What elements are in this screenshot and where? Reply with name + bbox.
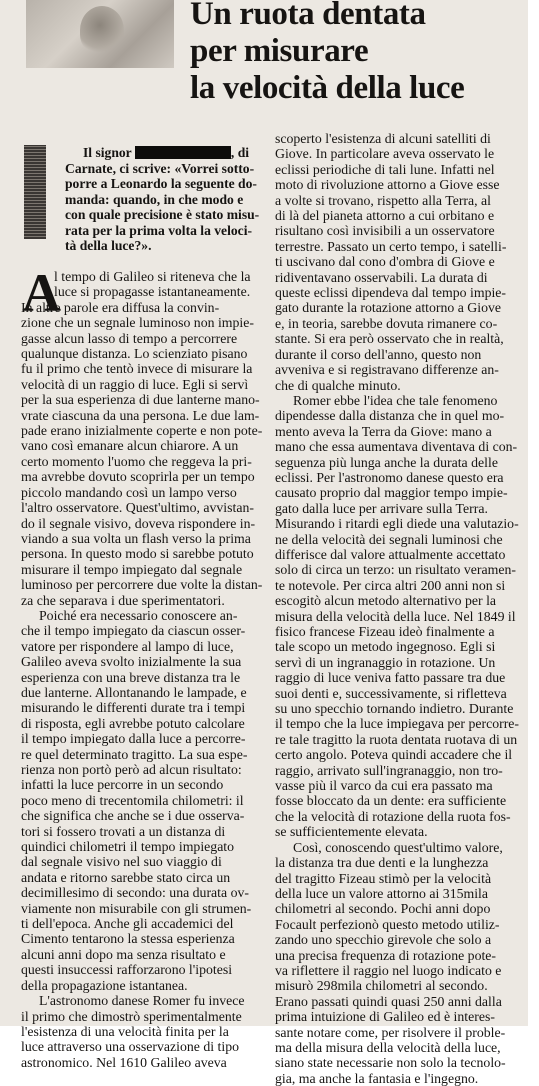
headline-line: per misurare bbox=[190, 33, 369, 69]
text-line: l'altro osservatore. Quest'ultimo, avvistan- bbox=[21, 500, 254, 516]
text-line: escogitò alcun metodo alternativo per la bbox=[275, 593, 497, 609]
drop-cap: A bbox=[22, 263, 61, 323]
text-line: velocità di un raggio di luce. Egli si servì bbox=[21, 376, 249, 392]
text-line: certo angolo. Poteva quindi accadere che il bbox=[275, 747, 513, 763]
text-line: poco meno di trecentomila chilometri: il bbox=[21, 792, 244, 808]
text-line: avveniva e si registravano differenze an- bbox=[275, 362, 499, 378]
text-line: gato durante la rotazione attorno a Giove bbox=[275, 300, 502, 316]
text-line: che di qualche minuto. bbox=[275, 377, 401, 393]
lead-lines bbox=[65, 161, 265, 254]
text-line: tori si fossero trovati a un distanza di bbox=[21, 823, 226, 839]
text-line: siano state necessarie non solo la tecnolo- bbox=[275, 1055, 506, 1071]
text-line: ti uscivano dal cono d'ombra di Giove e bbox=[275, 254, 495, 270]
text-line: misurare il tempo impiegato dal segnale bbox=[21, 561, 243, 577]
text-line: Erano passati quindi quasi 250 anni dalla bbox=[275, 993, 502, 1009]
text-line: Misurando i ritardi egli diede una valutazio- bbox=[275, 516, 519, 532]
text-line: con quale precisione è stato misu- bbox=[65, 207, 260, 222]
text-line: Romer ebbe l'idea che tale fenomeno bbox=[293, 392, 498, 408]
text-line: astronomico. Nel 1610 Galileo aveva bbox=[21, 1054, 227, 1070]
text-line: questi insuccessi rafforzarono l'ipotesi bbox=[21, 962, 233, 978]
text-line: porre a Leonardo la seguente do- bbox=[65, 176, 257, 191]
text-line: Così, conoscendo quest'ultimo valore, bbox=[293, 839, 503, 855]
text-line: della propagazione istantanea. bbox=[21, 977, 188, 993]
text-line: durante il corso dell'anno, questo non bbox=[275, 346, 482, 362]
text-line: tale scopo un metodo ingegnoso. Egli si bbox=[275, 639, 496, 655]
text-line: moto di rivoluzione attorno a Giove esse bbox=[275, 177, 500, 193]
text-line: queste eclissi dipendeva dal tempo impie- bbox=[275, 285, 507, 301]
text-line: scoperto l'esistenza di alcuni satelliti di bbox=[275, 131, 491, 146]
text-line: In altre parole era diffusa la convin- bbox=[21, 299, 220, 315]
text-line: a volte si trovano, rispetto alla Terra, al bbox=[275, 192, 492, 208]
text-line: qualunque distanza. Lo scienziato pisano bbox=[21, 346, 248, 362]
text-line: misurando le differenti durate tra i tempi bbox=[21, 700, 246, 716]
text-line: suoi denti e, successivamente, si rifletteva bbox=[275, 685, 507, 701]
article-photo bbox=[26, 0, 174, 68]
text-line: esperienza con una breve distanza tra le bbox=[21, 669, 241, 685]
text-line: do il segnale visivo, doveva rispondere in- bbox=[21, 515, 256, 531]
text-line: misurò 298mila chilometri al secondo. bbox=[275, 978, 488, 994]
lead-post: , di bbox=[230, 145, 250, 160]
text-line: il tempo che la luce impiegava per percorre- bbox=[275, 716, 520, 732]
headline-line: la velocità della luce bbox=[190, 70, 465, 106]
text-line: gia, ma anche la fantasia e l'ingegno. bbox=[275, 1070, 479, 1086]
text-line: servì di un ingranaggio in rotazione. Un bbox=[275, 654, 496, 670]
text-line: raggio di luce veniva fatto passare tra due bbox=[275, 670, 506, 686]
text-line: alcuni anni dopo ma senza risultato e bbox=[21, 946, 226, 962]
text-line: eclissi periodiche di tali lune. Infatti nel bbox=[275, 161, 495, 177]
text-line: il tempo impiegato dalla luce a percorre- bbox=[21, 731, 246, 747]
text-line: stante. Si era però osservato che in realtà, bbox=[275, 331, 504, 347]
text-line: di risposta, egli avrebbe potuto calcolare bbox=[21, 715, 245, 731]
text-line: Giove. In particolare aveva osservato le bbox=[275, 146, 495, 162]
text-line: per la sua esperienza di due lanterne mano- bbox=[21, 392, 260, 408]
text-line: dipendesse dalla distanza che in quel mo- bbox=[275, 408, 505, 424]
text-line: risultano così invisibili a un osservatore bbox=[275, 223, 495, 239]
text-line: ma della misura della velocità della luce, bbox=[275, 1039, 501, 1055]
text-line: zando uno specchio girevole che solo a bbox=[275, 932, 492, 948]
text-line: manda: quando, in che modo e bbox=[65, 191, 244, 207]
text-line: gasse alcun lasso di tempo a percorrere bbox=[21, 330, 238, 346]
text-line: mento aveva la Terra da Giove: mano a bbox=[275, 423, 492, 439]
lead-first-line bbox=[65, 145, 265, 161]
text-line: Cimento tentarono la stessa esperienza bbox=[21, 931, 235, 947]
text-line: Carnate, ci scrive: «Vorrei sotto- bbox=[65, 160, 255, 176]
text-line: che la velocità di rotazione della ruota fos- bbox=[275, 808, 511, 824]
text-line: decimillesimo di secondo: una durata ov- bbox=[21, 885, 249, 901]
text-line: certo momento l'uomo che reggeva la pri- bbox=[21, 453, 252, 469]
text-line: seguenza più lunga anche la durata delle bbox=[275, 454, 498, 470]
text-line: rata per la prima volta la veloci- bbox=[65, 222, 253, 238]
text-line: differisce dal valore attualmente accettato bbox=[275, 546, 506, 562]
lead-decoration-bar bbox=[24, 145, 46, 239]
text-line: va riflettere il raggio nel luogo indicato e bbox=[275, 962, 502, 978]
text-line: prima intuizione di Galileo ed è interes- bbox=[275, 1009, 495, 1025]
text-line: eclissi. Per l'astronomo danese questo era bbox=[275, 469, 504, 485]
lead-pre: Il signor bbox=[83, 145, 132, 160]
text-line: causato proprio dal maggior tempo impie- bbox=[275, 485, 508, 501]
text-line: mano che essa aumentava diventava di con- bbox=[275, 439, 518, 455]
text-line: della luce un valore attorno ai 315mila bbox=[275, 885, 489, 901]
left-column bbox=[21, 269, 271, 1070]
text-line: viando a sua volta un flash verso la prima bbox=[21, 530, 251, 546]
text-line: sante notare come, per risolvere il proble- bbox=[275, 1024, 506, 1040]
text-line: se sufficientemente elevata. bbox=[275, 824, 428, 840]
text-line: l'esistenza di una velocità finita per la bbox=[21, 1023, 229, 1039]
redacted-name bbox=[135, 146, 231, 159]
text-line: e, in teoria, sarebbe dovuta rimanere co- bbox=[275, 315, 498, 331]
text-line: fosse bloccato da un dente: era sufficiente bbox=[275, 793, 507, 809]
text-line: Poiché era necessario conoscere an- bbox=[39, 607, 238, 623]
photo-figure bbox=[80, 6, 124, 54]
text-line: terrestre. Passato un certo tempo, i satelli- bbox=[275, 238, 507, 254]
text-line: dal segnale visivo nel suo viaggio di bbox=[21, 854, 222, 870]
text-line: fu il primo che tentò invece di misurare la bbox=[21, 361, 253, 377]
text-line: vrate ciascuna da una persona. Le due lam- bbox=[21, 407, 260, 423]
text-line: rienza non portò però ad alcun risultato: bbox=[21, 762, 242, 777]
right-column bbox=[275, 131, 521, 1086]
text-line: zione che un segnale luminoso non impie- bbox=[21, 315, 254, 331]
text-line: ma avrebbe dovuto scoprirla per un tempo bbox=[21, 469, 255, 485]
text-line: pade erano inizialmente coperte e non pote- bbox=[21, 423, 263, 439]
text-line: re quel determinato tragitto. La sua espe- bbox=[21, 746, 248, 762]
text-line: due lanterne. Allontanando le lampade, e bbox=[21, 684, 247, 700]
text-line: re tale tragitto la ruota dentata ruotava di un bbox=[275, 731, 518, 747]
text-line: di là del pianeta attorno a cui orbitano e bbox=[275, 208, 495, 224]
text-line: del tragitto Fizeau stimò per la velocità bbox=[275, 870, 492, 886]
text-line: misura della velocità della luce. Nel 1849 il bbox=[275, 608, 516, 624]
text-line: viamente non misurabile con gli strumen- bbox=[21, 900, 252, 916]
text-line: una precisa frequenza di rotazione pote- bbox=[275, 947, 497, 963]
text-line: su uno specchio tornando indietro. Durante bbox=[275, 701, 514, 717]
text-line: tà della luce?». bbox=[65, 238, 152, 253]
text-line: ridiventavano osservabili. La durata di bbox=[275, 269, 488, 285]
text-line: vatore per rispondere al lampo di luce, bbox=[21, 638, 234, 654]
text-line: luce attraverso una osservazione di tipo bbox=[21, 1039, 239, 1055]
text-line: andata e ritorno sarebbe stato circa un bbox=[21, 869, 231, 885]
text-line: quindici chilometri il tempo impiegato bbox=[21, 839, 235, 855]
text-line: l tempo di Galileo si riteneva che la bbox=[54, 269, 251, 284]
text-line: gato dalla luce per arrivare sulla Terra. bbox=[275, 500, 488, 516]
text-line: ne della velocità dei segnali luminosi che bbox=[275, 531, 503, 547]
text-line: la distanza tra due denti e la lunghezza bbox=[275, 855, 489, 871]
text-line: ti dell'epoca. Anche gli accademici del bbox=[21, 916, 234, 932]
text-line: il primo che dimostrò sperimentalmente bbox=[21, 1008, 242, 1024]
text-line: vasse più il varco da cui era passato ma bbox=[275, 778, 493, 794]
text-line: che significa che anche se i due osserva- bbox=[21, 808, 245, 824]
text-line: chilometri al secondo. Pochi anni dopo bbox=[275, 901, 491, 917]
reader-question bbox=[65, 145, 265, 254]
text-line: piccolo mandando così un lampo verso bbox=[21, 484, 237, 500]
text-line: za che separava i due sperimentatori. bbox=[21, 592, 225, 608]
text-line: Focault perfezionò questo metodo utiliz- bbox=[275, 916, 500, 932]
text-line: che il tempo impiegato da ciascun osser- bbox=[21, 623, 246, 639]
text-line: luce si propagasse istantaneamente. bbox=[54, 284, 251, 300]
text-line: infatti la luce percorre in un secondo bbox=[21, 777, 224, 793]
text-line: luminoso per percorrere due volte la distan- bbox=[21, 577, 263, 593]
text-line: te notevole. Per circa altri 200 anni non si bbox=[275, 577, 506, 593]
text-line: solo di circa un terzo: un risultato veramen- bbox=[275, 562, 516, 578]
text-line: vano così emanare alcun chiarore. A un bbox=[21, 438, 239, 454]
text-line: raggio, arrivato sull'ingranaggio, non tro- bbox=[275, 762, 503, 778]
text-line: Galileo aveva svolto inizialmente la sua bbox=[21, 654, 242, 670]
headline-line: Un ruota dentata bbox=[190, 0, 426, 32]
text-line: L'astronomo danese Romer fu invece bbox=[39, 993, 245, 1009]
text-line: persona. In questo modo si sarebbe potuto bbox=[21, 546, 254, 562]
text-line: fisico francese Fizeau ideò finalmente a bbox=[275, 624, 495, 639]
headline bbox=[190, 0, 525, 107]
